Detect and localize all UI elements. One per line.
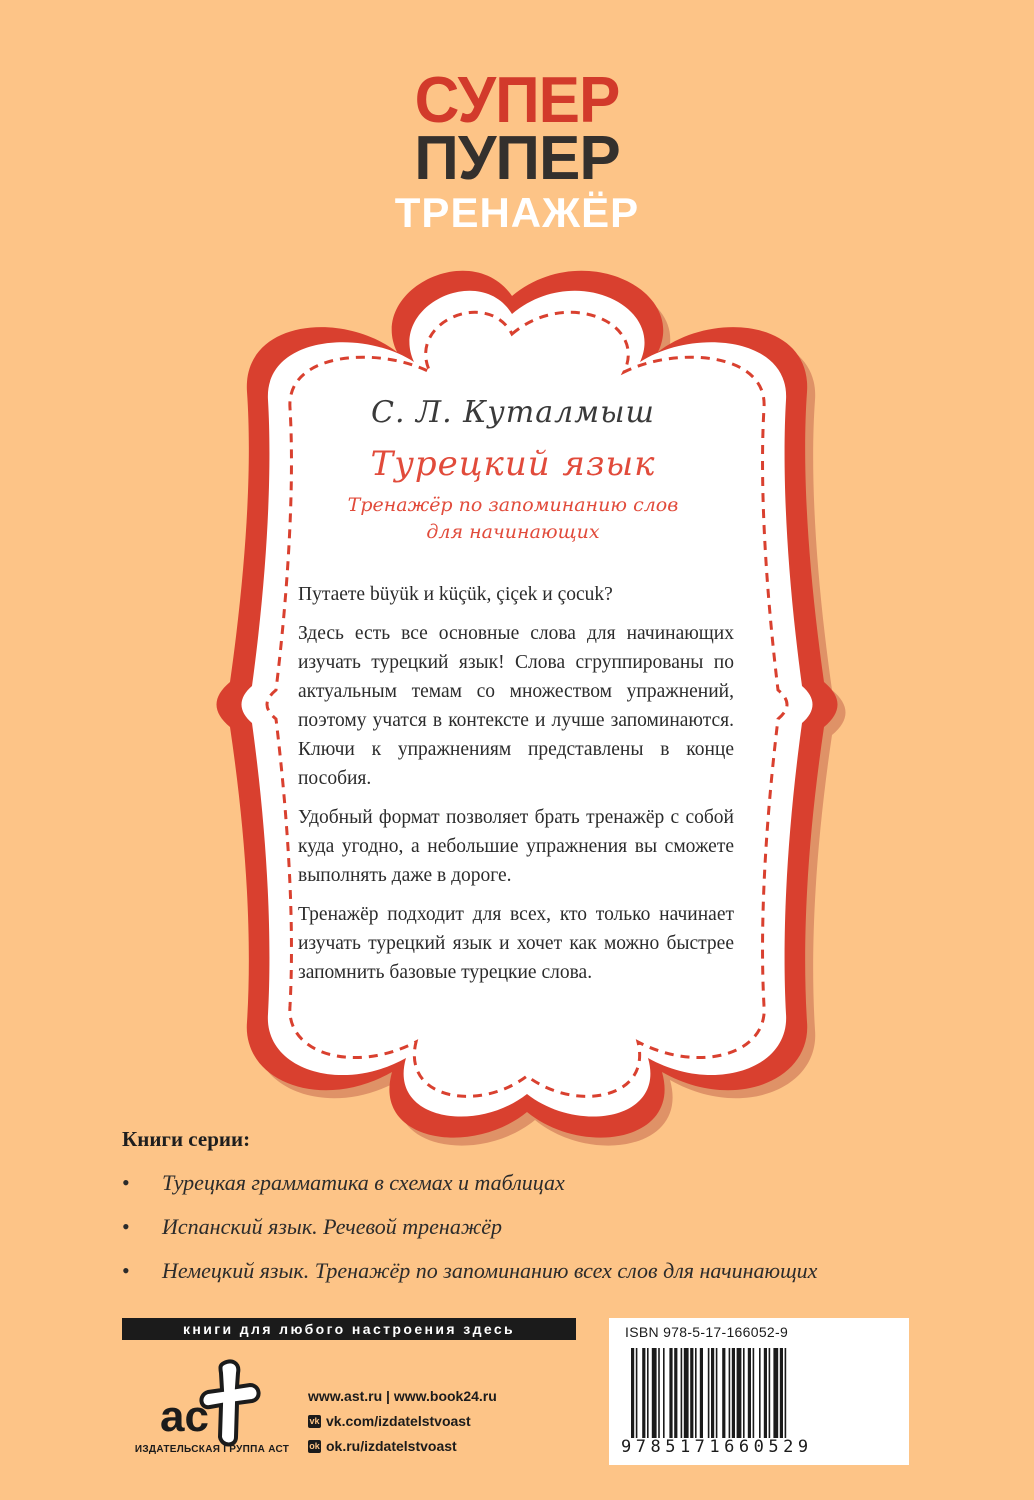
barcode-bar	[759, 1348, 761, 1438]
barcode-bar	[737, 1348, 742, 1438]
ast-logo-caption: ИЗДАТЕЛЬСКАЯ ГРУППА АСТ	[134, 1444, 290, 1455]
ast-logo-letters: ас	[160, 1392, 209, 1441]
barcode-bar	[684, 1348, 689, 1438]
barcode-bar	[681, 1348, 683, 1438]
barcode-bar	[722, 1348, 725, 1438]
ok-link[interactable]: ok.ru/izdatelstvoast	[326, 1438, 457, 1454]
vk-link[interactable]: vk.com/izdatelstvoast	[326, 1413, 471, 1429]
series-book-item	[122, 1258, 982, 1284]
bullet: •	[122, 1214, 130, 1239]
ast-logo	[120, 1355, 320, 1455]
series-logo-line-trenazher: ТРЕНАЖЁР	[394, 189, 640, 236]
barcode-bar	[753, 1348, 755, 1438]
description-paragraph-4: Тренажёр подходит для всех, кто только начинает изучать турецкий язык и хочет как можно быстрее запомнить базовые турецкие слова.	[298, 904, 734, 983]
ok-icon: ok	[309, 1440, 320, 1451]
barcode-bar	[780, 1348, 783, 1438]
book-subtitle	[298, 492, 728, 545]
series-book-item	[122, 1214, 982, 1240]
barcode-block	[609, 1318, 909, 1465]
barcode-bar	[732, 1348, 735, 1438]
isbn-text: ISBN 978-5-17-166052-9	[625, 1324, 789, 1340]
book-description	[298, 580, 734, 997]
description-paragraph-2: Здесь есть все основные слова для начинающих изучать турецкий язык! Слова сгруппированы по актуальным темам со множеством упражнений, поэтому учатся в контексте и лучше запоминаются. Ключи к упражнениям представлены в конце пособия.	[298, 623, 734, 789]
bullet: •	[122, 1258, 130, 1283]
websites-text[interactable]: www.ast.ru | www.book24.ru	[308, 1388, 497, 1404]
barcode-bar	[708, 1348, 710, 1438]
book-subtitle-line-1: Тренажёр по запоминанию слов	[347, 494, 679, 516]
ast-logo-cross	[201, 1361, 258, 1444]
barcode-bar	[743, 1348, 745, 1438]
barcode-bars	[631, 1348, 893, 1440]
barcode-bar	[764, 1348, 767, 1438]
series-logo-line-super: СУПЕР	[414, 64, 620, 137]
book-subtitle-line-2: для начинающих	[426, 520, 600, 543]
barcode-bar	[700, 1348, 703, 1438]
description-paragraph-3: Удобный формат позволяет брать тренажёр с собой куда угодно, а небольшие упражнения вы сможете выполнять даже в дороге.	[298, 807, 734, 886]
barcode-bar	[647, 1348, 649, 1438]
title-card	[298, 395, 728, 545]
series-books-list	[122, 1170, 982, 1284]
barcode-bar	[652, 1348, 657, 1438]
series-books	[122, 1127, 982, 1302]
barcode-bar	[642, 1348, 645, 1438]
book-title: Турецкий язык	[370, 444, 656, 484]
barcode-bar	[748, 1348, 751, 1438]
websites-row	[308, 1388, 497, 1404]
barcode-bar	[769, 1348, 771, 1438]
vk-icon: vk	[309, 1415, 320, 1426]
slogan-banner: книги для любого настроения здесь	[122, 1318, 576, 1340]
vk-row	[308, 1413, 497, 1429]
series-book-item	[122, 1170, 982, 1196]
series-book-title: Испанский язык. Речевой тренажёр	[162, 1214, 503, 1239]
barcode-bar	[631, 1348, 634, 1438]
series-logo-line-puper: ПУПЕР	[414, 124, 620, 193]
barcode-bar	[695, 1348, 697, 1438]
bullet: •	[122, 1170, 130, 1195]
barcode-bar	[716, 1348, 718, 1438]
barcode-bar	[773, 1348, 778, 1438]
series-books-heading: Книги серии:	[122, 1127, 251, 1151]
series-book-title: Турецкая грамматика в схемах и таблицах	[162, 1170, 565, 1195]
series-book-title: Немецкий язык. Тренажёр по запоминанию всех слов для начинающих	[162, 1258, 818, 1283]
barcode-bar	[711, 1348, 714, 1438]
barcode-bar	[658, 1348, 660, 1438]
barcode-bar	[636, 1348, 638, 1438]
barcode-bar	[674, 1348, 677, 1438]
barcode-digits: 9785171660529	[621, 1437, 813, 1457]
barcode-bar	[669, 1348, 672, 1438]
barcode-bar	[785, 1348, 787, 1438]
ok-row	[308, 1438, 497, 1454]
barcode-bar	[690, 1348, 693, 1438]
author-name: С. Л. Куталмыш	[371, 395, 655, 430]
barcode-bar	[729, 1348, 731, 1438]
publisher-links	[308, 1388, 497, 1463]
barcode-bar	[663, 1348, 665, 1438]
description-paragraph-1: Путаете büyük и küçük, çiçek и çocuk?	[298, 584, 613, 605]
